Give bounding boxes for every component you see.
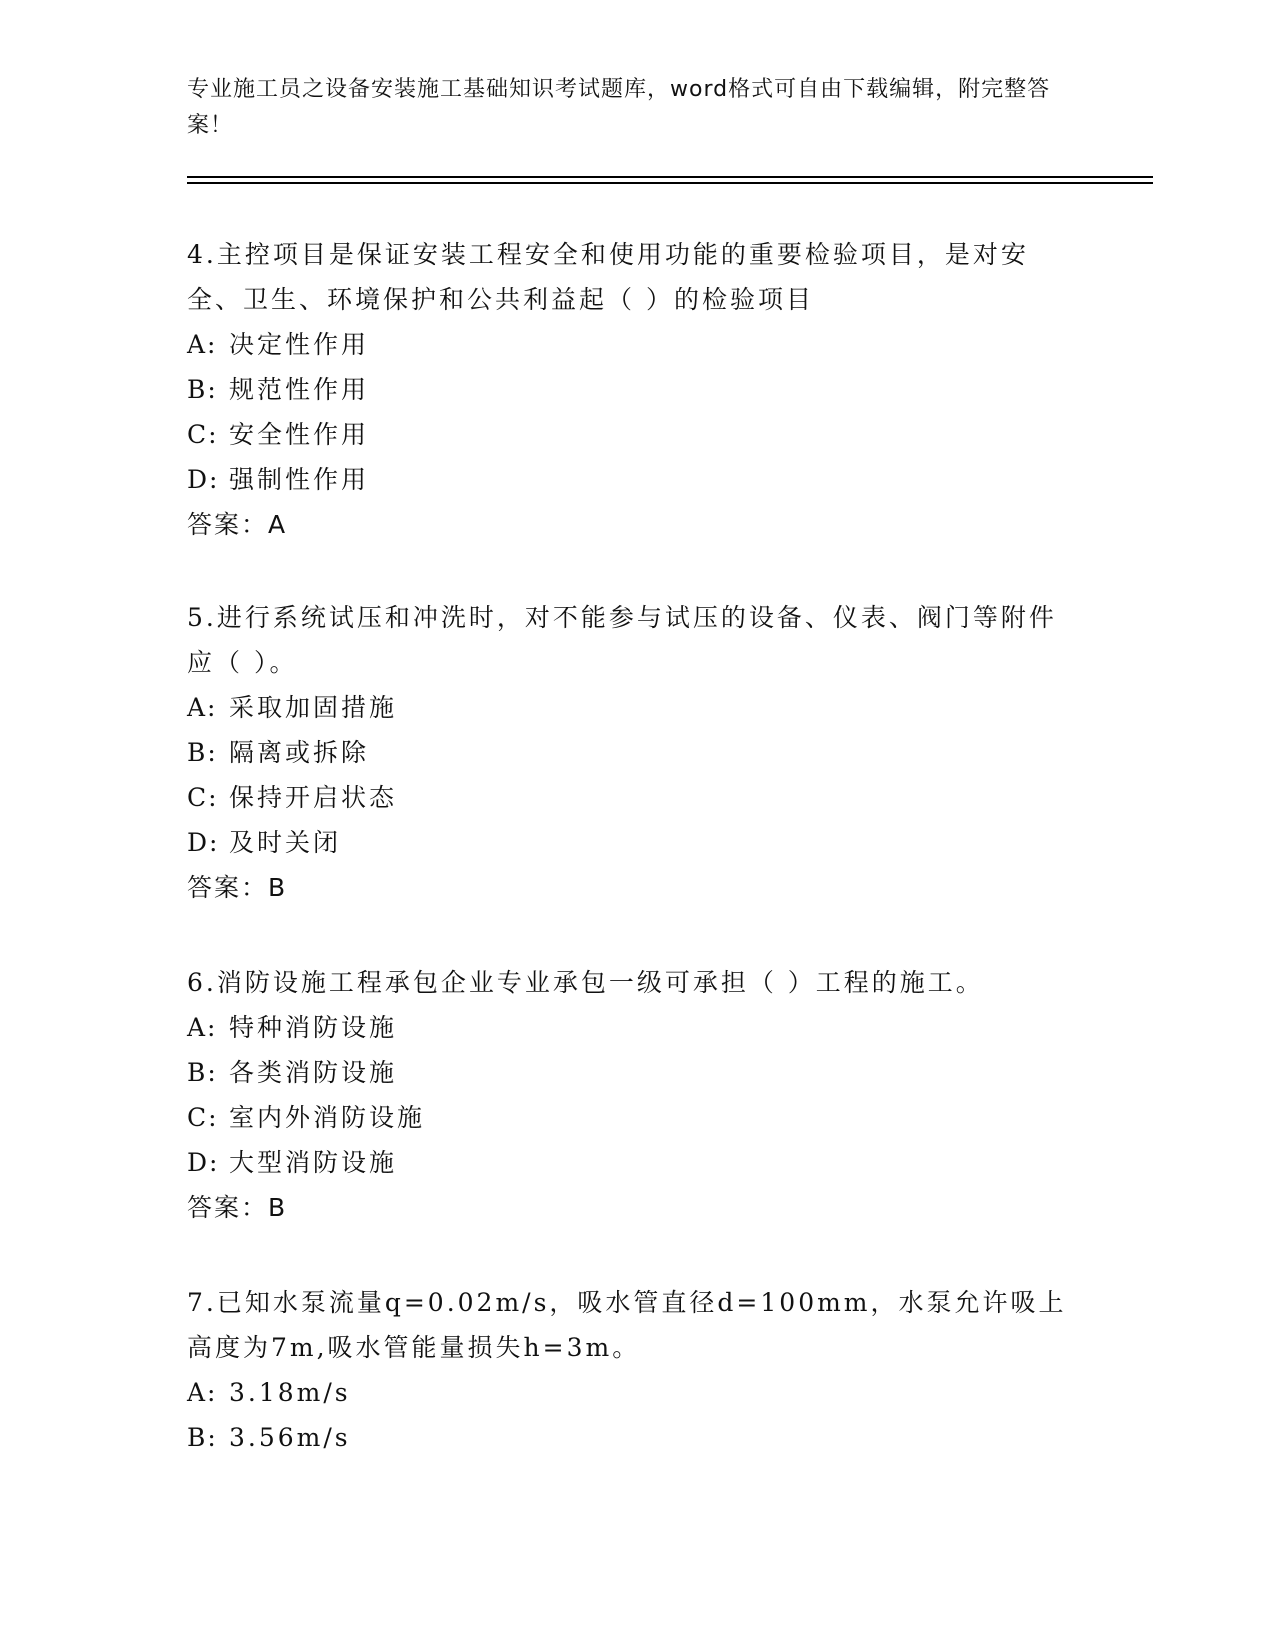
answer-line: 答案：B [187, 1193, 288, 1222]
option-text: 及时关闭 [229, 828, 342, 857]
option-text: 保持开启状态 [229, 783, 398, 812]
option-key: A: [187, 1013, 218, 1042]
option-key: A: [187, 1378, 218, 1407]
option-key: B: [187, 1058, 218, 1087]
question-5 [187, 595, 1067, 910]
option-key: C: [187, 420, 219, 449]
option-b [187, 367, 1067, 412]
option-c [187, 775, 1067, 820]
option-a [187, 1005, 1067, 1050]
question-text: 6.消防设施工程承包企业专业承包一级可承担（ ）工程的施工。 [187, 968, 984, 997]
option-text: 各类消防设施 [229, 1058, 398, 1087]
option-key: B: [187, 738, 218, 767]
option-d [187, 820, 1067, 865]
option-key: A: [187, 693, 218, 722]
option-key: B: [187, 1423, 218, 1452]
option-b [187, 1415, 1067, 1460]
question-4 [187, 232, 1067, 547]
option-text: 大型消防设施 [229, 1148, 398, 1177]
option-key: B: [187, 375, 218, 404]
option-c [187, 1095, 1067, 1140]
option-text: 3.18m/s [229, 1378, 351, 1407]
option-text: 隔离或拆除 [229, 738, 370, 767]
option-a [187, 322, 1067, 367]
question-text: 5.进行系统试压和冲洗时，对不能参与试压的设备、仪表、阀门等附件应（ ）。 [187, 603, 1057, 677]
question-7 [187, 1280, 1067, 1460]
option-key: C: [187, 783, 219, 812]
option-text: 安全性作用 [229, 420, 370, 449]
document-header: 专业施工员之设备安装施工基础知识考试题库，word格式可自由下载编辑，附完整答案！ [187, 77, 1051, 138]
option-text: 室内外消防设施 [229, 1103, 426, 1132]
header-divider-top [187, 176, 1153, 178]
question-text: 4.主控项目是保证安装工程安全和使用功能的重要检验项目，是对安全、卫生、环境保护和公共利益起（ ）的检验项目 [187, 240, 1029, 314]
option-c [187, 412, 1067, 457]
option-text: 规范性作用 [229, 375, 370, 404]
answer-line: 答案：B [187, 873, 288, 902]
option-text: 特种消防设施 [229, 1013, 398, 1042]
option-text: 3.56m/s [229, 1423, 351, 1452]
option-d [187, 1140, 1067, 1185]
option-text: 决定性作用 [229, 330, 370, 359]
header-divider-bottom [187, 182, 1153, 184]
option-key: D: [187, 465, 220, 494]
option-d [187, 457, 1067, 502]
option-b [187, 1050, 1067, 1095]
option-a [187, 1370, 1067, 1415]
question-6 [187, 960, 1067, 1230]
option-a [187, 685, 1067, 730]
answer-line: 答案：A [187, 510, 288, 539]
question-text: 7.已知水泵流量q=0.02m/s，吸水管直径d=100mm，水泵允许吸上高度为7m,吸水管能量损失h=3m。 [187, 1288, 1067, 1362]
option-key: A: [187, 330, 218, 359]
option-b [187, 730, 1067, 775]
option-text: 采取加固措施 [229, 693, 398, 722]
option-key: D: [187, 1148, 220, 1177]
option-key: D: [187, 828, 220, 857]
option-key: C: [187, 1103, 219, 1132]
option-text: 强制性作用 [229, 465, 370, 494]
